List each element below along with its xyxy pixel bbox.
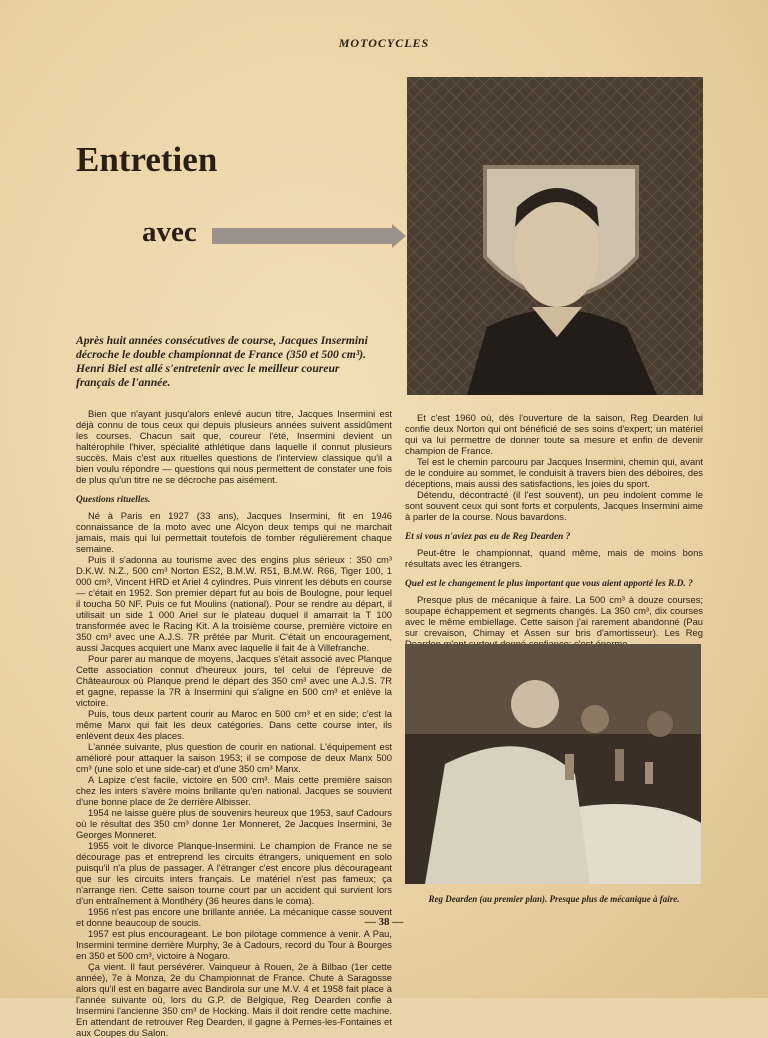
body-paragraph: 1956 n'est pas encore une brillante année. La mécanique casse souvent et donne beaucoup de soucis. — [76, 906, 392, 928]
body-paragraph: Bien que n'ayant jusqu'alors enlevé aucun titre, Jacques Insermini est déjà connu de tous ceux qui depuis plusieurs années suivent assidûment les courses. Chacun sait que, coureur l'été, Insermini devient un haltérophile l'hiver, spécialité athlétique dans laquelle il connut plusieurs succès. Mais c'est aux rituelles questions de l'interview classique qu'il a bien voulu répondre — questions qui nous permettent de constater une fois de plus qu'un titre ne se décroche pas aisément. — [76, 408, 392, 485]
reg-dearden-photo — [405, 644, 701, 884]
title-line-1: Entretien — [76, 140, 218, 179]
interview-answer: Peut-être le championnat, quand même, mais de moins bons résultats avec les étrangers. — [405, 547, 703, 569]
rider-portrait-photo — [407, 77, 703, 395]
body-paragraph: L'année suivante, plus question de courir en national. L'équipement est amélioré pour attaquer la saison 1953; il se compose de deux Manx 500 cm³ (une solo et une side-car) et d'une 350 cm³ Manx. — [76, 741, 392, 774]
interview-question: Et si vous n'aviez pas eu de Reg Dearden ? — [405, 532, 571, 542]
subheading: Questions rituelles. — [76, 495, 151, 505]
body-paragraph: 1954 ne laisse guère plus de souvenirs heureux que 1953, sauf Cadours où le résultat des 350 cm³ donne 1er Monneret, 2e Jacques Insermini, 3e Georges Monneret. — [76, 807, 392, 840]
body-paragraph: Détendu, décontracté (il l'est souvent), un peu indolent comme le sont souvent ceux qui sont forts et corpulents, Jacques Insermini aime à parler de la course. Nous bavardons. — [405, 489, 703, 522]
body-paragraph: 1955 voit le divorce Planque-Insermini. Le champion de France ne se décourage pas et entreprend les circuits étrangers, uniquement en solo puisqu'il n'a plus de passager. A l'étranger c'est encore plus décourageant que sur les circuits inters français. Le matériel n'est pas fameux; ça n'arrange rien. Cette saison tourne court par un accident qui survient lors d'un entraînement à Montlhéry (36 heures dans le coma). — [76, 840, 392, 906]
body-paragraph: Pour parer au manque de moyens, Jacques s'était associé avec Planque Cette association connut d'heureux jours, tel celui de l'épreuve de Châteauroux où Planque prend le départ des 350 cm³ avec une A.J.S. 7R et gagne, repasse la 7R à Insermini qui s'aligne en 500 cm³ et enlève la victoire. — [76, 653, 392, 708]
body-paragraph: Puis il s'adonna au tourisme avec des engins plus sérieux : 350 cm³ D.K.W. N.Z., 500 cm³ Norton ES2, B.M.W. R51, B.M.W. R66, Tiger 100, 1 000 cm³, Vincent HRD et Ariel 4 cylindres. Puis vinrent les débuts en course — c'était en 1952. Son premier départ fut au bois de Boulogne, pour lequel il toucha 50 NF. Puis ce fut Moulins (national). Pour se rendre au départ, il utilisait un side 1 000 Ariel sur le plateau duquel il amarrait la T 100 transformée avec le Racing Kit. A la troisième course, première victoire en 350 cm³ avec une A.J.S. 7R prêtée par Murit. C'était un encouragement, aussi Jacques acquiert une Manx avec laquelle il fait 4e à Villefranche. — [76, 554, 392, 653]
left-text-column — [76, 408, 392, 1038]
right-text-column — [405, 412, 703, 649]
body-paragraph: A Lapize c'est facile, victoire en 500 cm³. Mais cette première saison chez les inters s'avère moins brillante qu'en national. Jacques se souvient d'une bonne place de 2e derrière Albisser. — [76, 774, 392, 807]
body-paragraph: 1957 est plus encourageant. Le bon pilotage commence à venir. A Pau, Insermini termine derrière Murphy, 3e à Cadours, record du Tour à Bourges en 350 et 500 cm³, victoire à Nogaro. — [76, 928, 392, 961]
interview-question: Quel est le changement le plus important que vous aient apporté les R.D. ? — [405, 579, 693, 589]
title-line-2: avec — [142, 216, 197, 248]
title-arrow — [212, 228, 392, 244]
section-header: MOTOCYCLES — [338, 36, 430, 50]
body-paragraph: Né à Paris en 1927 (33 ans), Jacques Insermini, fit en 1946 connaissance de la moto avec une Alcyon deux temps qui ne marchait jamais, mais qui lui permettait toutefois de tomber régulièrement chaque semaine. — [76, 510, 392, 554]
interview-answer: Presque plus de mécanique à faire. La 500 cm³ à douze courses; soupape échappement et segments changés. La 350 cm³, dix courses avec le même embiellage. Cette saison j'ai rarement abandonné (Pau sur crevaison, Chimay et Assen sur bris d'amortisseur). Les Reg — [405, 594, 703, 638]
photo-caption: Reg Dearden (au premier plan). Presque plus de mécanique à faire. — [428, 894, 680, 904]
body-paragraph: Puis, tous deux partent courir au Maroc en 500 cm³ et en side; c'est la même Manx qui fait les deux catégories. Dans cette course inter, ils enlèvent deux 4es places. — [76, 708, 392, 741]
body-paragraph: Et c'est 1960 où, dès l'ouverture de la saison, Reg Dearden lui confie deux Norton qui ont bénéficié de ses soins d'expert; un matériel qui va lui permettre de donner toute sa mesure et enfin de devenir champion de France. — [405, 412, 703, 456]
page-number: — 38 — — [364, 916, 404, 928]
body-paragraph: Tel est le chemin parcouru par Jacques Insermini, chemin qui, avant de le conduire au sommet, le conduisit à travers bien des déboires, des déceptions, mais aussi des satisfactions, les joies du sport. — [405, 456, 703, 489]
body-paragraph: Ça vient. Il faut persévérer. Vainqueur à Rouen, 2e à Bilbao (1er cette année), 7e à Monza, 2e du Championnat de France. Chute à Saragosse alors qu'il est en bagarre avec Bandirola sur une M.V. 4 et 1958 fait place à l'année suivante où, lors du G.P. de Belgique, Reg Dearden confie à Insermini l'ancienne 350 cm³ de Hocking. Mais il doit rendre cette machine. En attendant de retrouver Reg Dearden, il gagne à Pernes-les-Fontaines et aux Coupes du Salon. — [76, 961, 392, 1038]
intro-paragraph: Après huit années consécutives de course, Jacques Insermini décroche le double championnat de France (350 et 500 cm³). Henri Biel est allé s'entretenir avec le meilleur coureur français de l'année. — [76, 334, 368, 389]
